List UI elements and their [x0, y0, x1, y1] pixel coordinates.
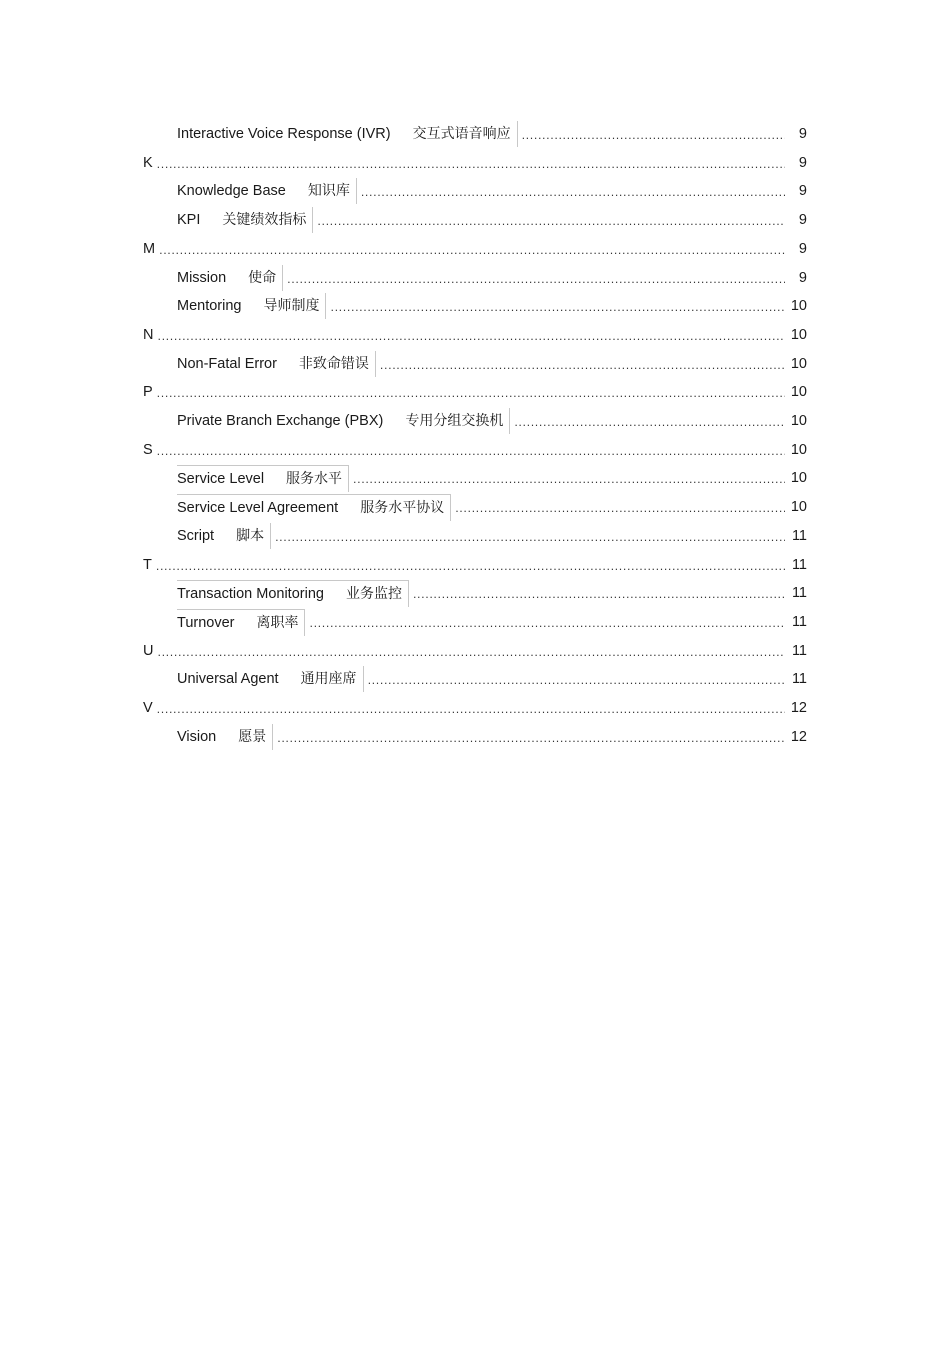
- dot-leader: [156, 557, 785, 573]
- page-number: 12: [790, 700, 807, 716]
- entry-english-term: Vision: [177, 729, 217, 745]
- dot-leader: [309, 614, 785, 630]
- toc-section-row[interactable]: [143, 439, 807, 461]
- entry-chinese-term: 专用分组交换机: [405, 408, 510, 434]
- dot-leader: [287, 270, 785, 286]
- entry-label: [177, 666, 364, 692]
- entry-chinese-term: 使命: [248, 265, 283, 291]
- section-letter: T: [143, 557, 152, 573]
- dot-leader: [413, 585, 785, 601]
- dot-leader: [522, 126, 785, 142]
- toc-entry-row[interactable]: [177, 668, 807, 690]
- toc-section-row[interactable]: [143, 640, 807, 662]
- entry-label: [177, 121, 518, 147]
- page-number: 9: [798, 155, 807, 171]
- toc-entry-row[interactable]: [177, 295, 807, 317]
- dot-leader: [514, 413, 785, 429]
- entry-english-term: KPI: [177, 212, 201, 228]
- entry-chinese-term: 愿景: [238, 724, 273, 750]
- page-number: 10: [790, 356, 807, 372]
- dot-leader: [157, 643, 785, 659]
- toc-section-row[interactable]: [143, 152, 807, 174]
- toc-entry-row[interactable]: [177, 525, 807, 547]
- page-number: 9: [798, 126, 807, 142]
- entry-label: [177, 609, 305, 636]
- entry-label: [177, 293, 326, 319]
- entry-label: [177, 580, 409, 607]
- toc-entry-row[interactable]: [177, 467, 807, 489]
- entry-chinese-term: 关键绩效指标: [222, 207, 313, 233]
- page-number: 10: [790, 499, 807, 515]
- entry-english-term: Mentoring: [177, 298, 242, 314]
- dot-leader: [157, 384, 785, 400]
- page-number: 10: [790, 470, 807, 486]
- dot-leader: [361, 183, 785, 199]
- toc-entry-row[interactable]: [177, 410, 807, 432]
- entry-english-term: Mission: [177, 270, 227, 286]
- entry-english-term: Interactive Voice Response (IVR): [177, 126, 391, 142]
- page-number: 9: [798, 183, 807, 199]
- entry-english-term: Non-Fatal Error: [177, 356, 277, 372]
- toc-section-row[interactable]: [143, 381, 807, 403]
- page-number: 10: [790, 384, 807, 400]
- entry-chinese-term: 非致命错误: [299, 351, 376, 377]
- entry-chinese-term: 服务水平: [286, 466, 349, 492]
- entry-chinese-term: 通用座席: [301, 666, 364, 692]
- page-number: 11: [791, 671, 807, 687]
- page-number: 9: [798, 270, 807, 286]
- dot-leader: [157, 155, 785, 171]
- toc-entry-row[interactable]: [177, 209, 807, 231]
- dot-leader: [275, 528, 785, 544]
- section-letter: U: [143, 643, 154, 659]
- page-number: 10: [790, 327, 807, 343]
- page-number: 11: [791, 614, 807, 630]
- entry-label: [177, 724, 273, 750]
- entry-label: [177, 465, 349, 492]
- dot-leader: [455, 499, 785, 515]
- toc-entry-row[interactable]: [177, 267, 807, 289]
- page-number: 9: [798, 241, 807, 257]
- entry-chinese-term: 服务水平协议: [360, 495, 451, 521]
- page-number: 11: [791, 557, 807, 573]
- toc-entry-row[interactable]: [177, 353, 807, 375]
- dot-leader: [157, 442, 785, 458]
- page-number: 11: [791, 528, 807, 544]
- dot-leader: [330, 298, 785, 314]
- section-letter: P: [143, 384, 153, 400]
- dot-leader: [159, 241, 785, 257]
- page-number: 10: [790, 413, 807, 429]
- entry-chinese-term: 导师制度: [263, 293, 326, 319]
- section-letter: V: [143, 700, 153, 716]
- entry-english-term: Turnover: [177, 614, 235, 631]
- toc-entry-row[interactable]: [177, 123, 807, 145]
- entry-english-term: Private Branch Exchange (PBX): [177, 413, 384, 429]
- dot-leader: [157, 327, 785, 343]
- entry-chinese-term: 业务监控: [346, 581, 409, 607]
- toc-entry-row[interactable]: [177, 611, 807, 633]
- page-number: 10: [790, 442, 807, 458]
- page-number: 9: [798, 212, 807, 228]
- dot-leader: [368, 671, 785, 687]
- toc-section-row[interactable]: [143, 324, 807, 346]
- toc-entry-row[interactable]: [177, 726, 807, 748]
- entry-english-term: Script: [177, 528, 215, 544]
- entry-chinese-term: 交互式语音响应: [413, 121, 518, 147]
- section-letter: S: [143, 442, 153, 458]
- dot-leader: [157, 700, 785, 716]
- dot-leader: [353, 470, 785, 486]
- entry-english-term: Service Level: [177, 470, 265, 487]
- page-number: 12: [790, 729, 807, 745]
- dot-leader: [317, 212, 785, 228]
- entry-label: [177, 523, 271, 549]
- entry-label: [177, 207, 313, 233]
- entry-chinese-term: 脚本: [236, 523, 271, 549]
- toc-entry-row[interactable]: [177, 496, 807, 518]
- dot-leader: [380, 356, 785, 372]
- entry-chinese-term: 知识库: [308, 178, 357, 204]
- entry-label: [177, 351, 376, 377]
- entry-english-term: Knowledge Base: [177, 183, 286, 199]
- section-letter: K: [143, 155, 153, 171]
- page-number: 10: [790, 298, 807, 314]
- entry-label: [177, 408, 510, 434]
- toc-section-row[interactable]: [143, 697, 807, 719]
- page-number: 11: [791, 643, 807, 659]
- entry-label: [177, 494, 451, 521]
- page-number: 11: [791, 585, 807, 601]
- entry-english-term: Universal Agent: [177, 671, 279, 687]
- toc-entry-row[interactable]: [177, 180, 807, 202]
- entry-label: [177, 178, 357, 204]
- toc-entry-row[interactable]: [177, 582, 807, 604]
- entry-chinese-term: 离职率: [256, 610, 305, 636]
- entry-label: [177, 265, 283, 291]
- entry-english-term: Service Level Agreement: [177, 499, 339, 516]
- entry-english-term: Transaction Monitoring: [177, 585, 324, 602]
- section-letter: N: [143, 327, 154, 343]
- dot-leader: [277, 729, 785, 745]
- toc-section-row[interactable]: [143, 554, 807, 576]
- section-letter: M: [143, 241, 156, 257]
- toc-section-row[interactable]: [143, 238, 807, 260]
